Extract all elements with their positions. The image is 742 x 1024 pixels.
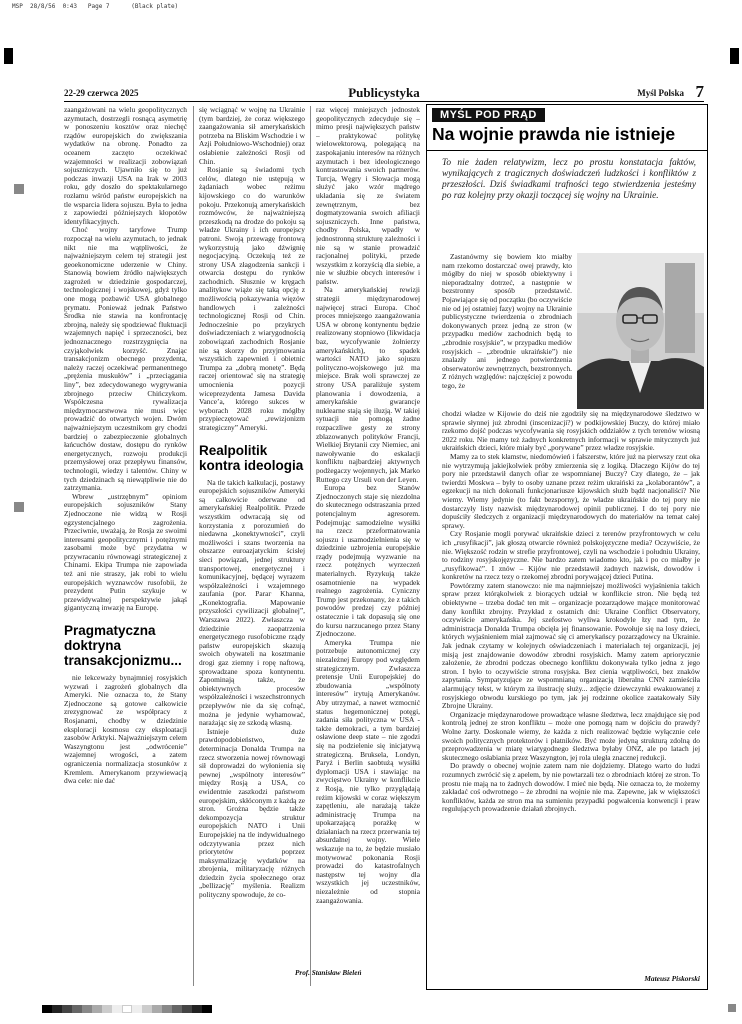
article1-paragraph: Istnieje duże prawdopodobieństwo, że determinacja Donalda Trumpa na rzecz stworzenia nowej równowagi sił doprowadzi do wyłonienia się pewnej „wspólnoty interesów” między Rosją a USA, co ewidentnie zaszkodzi państwom europejskim, skłóconym z każdą ze stron. Grożna będzie także dekompozycja struktur europejskich NATO i Unii Europejskiej na tle indywidualnego odczytywania przez nich priorytetów poprzez maksymalizację wydatków na zbrojenia, militaryzację różnych dziedzin życia społecznego oraz „bellizację” myślenia. Realizm polityczny spowoduje, że co- [199,726,305,900]
opinion-paragraph: Mamy za to stek kłamstw, niedomówień i fałszerstw, które już na pierwszy rzut oka nie wytrzymują jakiejkolwiek próby zmierzenia się z logiką. Dlaczego Kijów do tej pory nie przedstawił danych ofiar ze wspomnianej Buczy? Czy dlatego, że – jak twierdzi Moskwa – były to osoby uznane przez reżim ukraiński za „kolaborantów”, a egzekucji na nich dokonali funkcjonariusze kijowskich służb bądź nacjonaliści? Nie wiemy. Wiemy jedynie (to fakt bezsporny), że władze ukraińskie do tej pory nie dostarczyły listy nazwisk międzynarodowej opinii publicznej. I do tej pory nie dopuściły śledczych z organizacji międzynarodowych do materiałów na temat całej sprawy. [442,451,700,530]
author-portrait-image [577,253,704,409]
article1-paragraph: się wciągnąć w wojnę na Ukrainie (tym bardziej, że coraz większego zaangażowania sił amerykańskich potrzeba na Bliskim Wschodzie i w Azji Południowo-Wschodniej) oraz osłabienie zależności Rosji od Chin. [199,106,305,166]
opinion-paragraph: Zastanówmy się bowiem kto miałby nam rzekomo dostarczać owej prawdy, kto mógłby do niej w sposób obiektywny i nieporadzalny dotrzeć, a następnie w bezstronny sposób przedstawić. Pojawiające się od początku (bo oczywiście nie od jej ostatniej fazy) wojny na Ukrainie publicystyczne twierdzenia o zbrodniach dokonywanych przez jedną ze stron (w przypadku mediów zachodnich będą to „zbrodnie rosyjskie”, w przypadku mediów rosyjskich – „zbrodnie ukraińskie”) nie znalazły ani jednego potwierdzenia obserwatorów zewnętrznych, bezstronnych. Z różnych względów: najczęściej z powodu tego, że [442,253,572,390]
article1-paragraph: Choć wojny taryfowe Trump rozpoczął na wielu azymutach, to jednak nikt nie ma wątpliwości, że najważniejszym celem tej strategii jest geoekonomiczne uderzenie w Chiny. Stanowią bowiem źródło największych zagrożeń w dziedzinie gospodarczej, technologicznej i wojskowej, gdyż tylko one mogą pozbawić USA globalnego prymatu. Ponieważ jednak Państwo Środka nie stawia na konfrontację zbrojną, należy się spodziewać fluktuacji wzajemnych napięć i sprzeczności, bez jednoznacznego rozstrzygnięcia na czyjąkolwiek korzyść. Znając transakcjonizm obecnego prezydenta, należy raczej oczekiwać permanentnego „prężenia muskułów” i „przeciągania liny”, bez zdecydowanego wygrywania zbrojnego przeciw Chińczykom. Współczesna rywalizacja międzymocarstwowa nie musi więc prowadzić do otwartych wojen. Dwóm najważniejszym uczestnikom gry chodzi bardziej o zabezpieczenie globalnych łańcuchów dostaw, dostępu do rynków energetycznych, rozwoju produkcji przemysłowej oraz przepływu finansów, technologii, wiedzy i talentów. Chiny w tych dziedzinach są niewątpliwie nie do zatrzymania. [64,225,187,493]
opinion-paragraph: Powtórzmy zatem stanowczo: nie ma najmniejszej możliwości wyjaśnienia takich spraw przez którąkolwiek z biorących udział w konflikcie stron. Nie będą też obiektywne – trzeba dodać ten mit – organizacje pozarządowe mające monitorować dany konflikt zbrojny. Przykład z ostatnich dni: Ukraine Conflict Observatory, oczywiście amerykańska. Jej szefostwo wyliwa krokodyle łzy nad tym, że administracja Donalda Trumpa obcięła jej finansowanie. Powołuje się na losy dzieci, których wyjaśnieniem miał zajmować się ci amerykańscy pozarządowcy na Ukrainie. Jak jednak czytamy w kolejnych oświadczeniach i materiałach tej organizacji, jej misją jest znajdowanie dowodów zbrodni rosyjskich. Mamy zatem apriorycznie założenie, że zbrodni podczas obecnego konfliktu dokonywała tylko jedna z jego stron. I było to oczywiście strona rosyjska. Bez cienia wątpliwości, bez znaków zapytania. Sympatyzujące ze wspomnianą organizacją liberalna CNN zamieściła alarmujący tekst, w którym za ilustrację służy... zdjęcie dziewczynki ewakuowanej z rosyjskiego obwodu kurskiego po tym, jak jej rodzinne okolice zaatakowały Siły Zbrojne Ukrainy. [442,580,700,711]
opinion-paragraph: chodzi władze w Kijowie do dziś nie zgodziły się na międzynarodowe śledztwo w sprawie słynnej już zbrodni (inscenizacji?) w podkijowskiej Buczy, do której miało rzekomo dojść podczas wycofywania się rosyjskich oddziałów z tych terenów wiosną 2022 roku. Nie mamy też żadnych konkretnych informacji w sprawie mitycznych już ukraińskich dzieci, które miały być „porywane” przez władze rosyjskie. [442,410,700,453]
article1-column-2 [199,106,305,986]
opinion-kicker: MYŚL POD PRĄD [432,108,545,122]
opinion-author: Mateusz Piskorski [644,974,700,983]
registration-mark-left-mid [14,184,24,194]
article1-column-1 [64,106,187,986]
column-divider [193,106,194,986]
article1-subheading-2: Realpolitik kontra ideologia [199,442,304,473]
article1-author: Prof. Stanisław Bieleń [295,969,362,977]
column-divider [310,106,311,986]
page-header [64,82,704,102]
registration-mark-top-right [730,48,739,64]
article1-paragraph: raz więcej mniejszych jednostek geopolitycznych zdecyduje się – mimo presji największych państw – praktykować politykę wielowektorową, polegającą na zaspokajaniu interesów na różnych azymutach i bez ideologicznego kontrastowania swoich partnerów. Turcja, Węgry i Słowacja mogą służyć jako wzór mądrego układania się ze światem zewnętrznym, bez dogmatyzowania swoich afiliacji sojuszniczych. Inne państwa, chodby Polska, wpadły w jednostronną strukturę zależności i nie są w stanie prowadzić racjonalnej polityki, przede wszystkim z korzyścią dla siebie, a nie w służbie obcych interesów i państw. [316,106,420,286]
section-title: Publicystyka [348,85,420,100]
opinion-headline: Na wojnie prawda nie istnieje [432,124,676,144]
registration-mark-left-low [14,502,24,512]
article1-paragraph: nie lekceważy bynajmniej rosyjskich wyzwań i zagrożeń globalnych dla Ameryki. Nie oznacza to, że Stany Zjednoczone są gotowe całkowicie zrezygnować ze współpracy z Rosjanami, chodby w dziedzinie eksploracji kosmosu czy eksploatacji zasobów Arktyki. Najważniejszym celem Waszyngtonu jest „odwrócenie” wzajemnej wrogości, a zatem ograniczenia normalizacja stosunków z Kremlem. Amerykanom przywiewacją dwa cele: nie dać [64,673,187,786]
article1-paragraph: Ameryka Trumpa nie potrzebuje autonomicznej czy niezależnej Europy pod względem strategicznym. Zwłaszcza pretensje Unii Europejskiej do zbudowania „wspólnoty interesów” irytują Amerykanów. Aby utrzymać, a nawet wzmocnić status hegemonicznej potęgi, zadania siła polityczna w USA - także demokraci, a tym bardziej osławione deep state – nie zgodzi się na podzielenie się inicjatywą strategiczną. Bruksela, Londyn, Paryż i Berlin saobtużą wysiłki dyplomacji USA i stawiając na zwycięstwo Ukrainy w konflikcie z Rosją, nie tylko przyglądają reżim kijowski w coraz większym zapętleniu, ale narażają także administrację Trumpa na upokarzającą porażkę w działaniach na rzecz przerwania tej absurdalnej wojny. Wiele wskazuje na to, że będzie musiało motywować pokonania Rosji prowadzi do katastrofalnych następstw tej wojny dla wszystkich jej uczestników, niezależnie od stopnia zaangażowania. [316,637,420,905]
opinion-paragraph: Do prawdy o obecnej wojnie zatem nam nie dojdziemy. Dlatego warto do ludzi rozumnych zwrócić się z apelem, by nie powtarzali tez o zbrodniach której ze stron. To prostu nie mają na to żadnych dowodów. I mieć nie będą. Nie oznacza to, że możemy zakładać coś odwrotnego – że zbrodni na wojnie nie ma. Zapewne, jak w większości konfliktów, każda ze stron ma na sumieniu przypadki pogwałcenia konwencji i praw regulujących prowadzenie działań zbrojnych. [442,761,700,814]
page-number: 7 [695,82,704,101]
grayscale-calibration-strip [42,1005,212,1013]
article1-paragraph: Wbrew „ustrzębnym” opiniom europejskich sojuszników Stany Zjednoczone nie widzą w Rosji egzystencjalnego zagrożenia. Przeciwnie, uważają, że Rosja ze swoimi interesami geopolitycznymi i potężnymi zasobami może być przydatna w przywracaniu równowagi strategicznej z Chinami. Ekipa Trumpa nie zapowiada też ani nie straszy, jak robi to wielu europejskich wyznawców rusofobii, że prezydent Putin szykuje w przewidywalnej perspektywie jakąś gigantyczną inwazję na Europę. [64,491,187,613]
issue-date: 22-29 czerwca 2025 [64,88,139,98]
portrait-svg [577,253,704,409]
opinion-paragraph: Czy Rosjanie mogli porywać ukraińskie dzieci z terenów przyfrontowych w celu ich „rusyfikacji”, jak głoszą otwarcie również polskojęzyczne media? Oczywiście, że nie. Większość rodzin w strefie przyfrontowej, czyli na wschodzie i południu Ukrainy, to rodziny rosyjskojęzyczne. Nie bardzo zatem wiadomo kto, jak i po co miałby je „rusyfikować”. I znów – Kijów nie przedstawił żadnych nazwisk, dowodów i konkretów na rzecz tezy o rzekomej zbrodni porywającej dzieci Putina. [442,529,700,582]
headline-rule [426,150,708,151]
article1-paragraph: Na amerykańskiej rewizji strategii międzynarodowej najwięcej straci Europa. Choć proces mniejszego zaangażowania USA w obronę kontynentu będzie realizowany stopniowo (likwidacja baz, wycofywanie żołnierzy amerykańskich), to spadek wartości NATO jako sojuszu polityczno-wojskowego już ma miejsce. Brak woli sprawczej ze strony USA paraliżuje system planowania i dowodzenia, a amerykańskie gwarancje nuklearne stają się iluzją. W takiej sytuacji nie pomogą żadne rozpaczliwe gesty ze strony zblazowanych polityków Francji, Wielkiej Brytanii czy Niemiec, ani nawoływanie do eskalacji konfliktu najbardziej aktywnych podżegaczy wojennych, jak Marko Ruttego czy Ursuli von der Leyen. [316,285,420,484]
article1-paragraph: Europa bez Stanów Zjednoczonych staje się niezdolna do skutecznego odstraszania przed potencjalnym agresorem. Podejmując samodzielne wysiłki na rzecz przeformatowania sojuszu i usamodzielnienia się w dziedzinie uzbrojenia europejskie rządy podejmują wyzwanie na rzecz potężnych wyrzeczeń materialnych. Ryzykują także osamotnienie na wypadek realnego zagrożenia. Cyniczny Trump jest przekonany, że z takich powodów predzej czy później ostatecznie i tak dopasują się one do kursu narzucanego przez Stany Zjednoczone. [316,483,420,639]
article1-column-3 [316,106,420,966]
article1-subheading-1: Pragmatyczna doktryna transakcjonizmu... [64,623,182,669]
registration-mark-top-left [4,48,13,64]
paper-name: Myśl Polska [637,88,684,98]
article1-paragraph: zaangażowani na wielu geopolitycznych azymutach, dostrzegli rosnącą asymetrię w ponoszeniu kosztów oraz niechęć rządów europejskich do zwiększania wydatków na obronę. Ponadto za oceanem zaczęto oczekiwać wzajemności w realizacji zobowiązań sojuszniczych. Ujawniło się to już podczas inwazji USA na Irak w 2003 roku, gdy doszło do spektakularnego rozłamu wśród państw europejskich na tle wsparcia lidera sojuszu. Była to jedna z zapowiedzi późniejszych kłopotów identyfikacyjnych. [64,106,187,226]
opinion-lead: To nie żaden relatywizm, lecz po prostu konstatacja faktów, wynikających z tragicznych doświadczeń ludzkości i konfliktów z przeszłości. Dziś świadkami trafności tego stwierdzenia jesteśmy po raz kolejny przy okazji toczącej się wojny na Ukrainie. [442,158,696,202]
opinion-paragraph: Organizacje międzynarodowe prowadzące własne śledztwa, lecz znajdujące się pod kontrolą jednej ze stron konfliktu – może one pomogą nam w dojściu do prawdy? Wolne żarty. Doskonale wiemy, że każda z nich realizować będzie wyłącznie cele swoich politycznych protektorów i płatników. Być może jedyną strukturą zdolną do przeprowadzenia w miarę wiarygodnego śledztwa byłaby ONZ, ale po latach jej skutecznego osłabiania przez Waszyngton, jej rola uległa znacznej redukcji. [442,709,700,762]
article1-paragraph: Na tle takich kalkulacji, postawy europejskich sojuszników Ameryki są całkowicie oderwane od amerykańskiej Realpolitik. Przede wszystkim odwracają się od korzystania z porozumień do niedawna „konektywności”, czyli możliwości i szans tworzenia na obszarze euroazjatyckim ścisłej sieci powiązań, jednej struktury transportowej, energetycznej i komunikacyjnej, będącej wyrazem współzależności i wzajemnego zaufania (por. Paraг Khanna, „Konektografia. Mapowanie przyszłości cywilizacji globalnej”, Warszawa 2022). Zwłaszcza w dziedzinie zaopatrzenia energetycznego rusofobiczne rządy państw europejskich skazują swoich obywateli na kosztmanie drogi gaz ziemny i ropę naftową, sprowadzane spoza kontynentu. Zapominają także, że obiektywnych procesów współzależności i wszechstronnych przepływów nie da się cofnąć, można je jedynie wyhamować, narażając się ze szkodą własną. [199,477,305,728]
opinion-body-narrow [442,253,572,409]
registration-mark-right-low [728,1004,736,1012]
print-slug: MSP 28/8/56 0:43 Page 7 (Black plate) [12,3,179,10]
article1-paragraph: Rosjanie są świadomi tych celów, dlatego nie ustępują w żądaniach wobec reżimu kijowskiego co do warunków pokoju. Przekonują amerykańskich rozmówców, że najważniejszą przeszkodą na drodze do pokoju są władze Ukrainy i ich europejscy patroni. Swoją przewagę frontową wykorzystują jako dźwignię negocjacyjną. Oczekują też ze strony USA złagodzenia sankcji i otwarcia dostępu do rynków zachodnich. Słusznie w kręgach analitykow wiąże się taką opcję z możliwością pokazywania więzów handlowych i zależności technologicznej Rosji od Chin. Jednocześnie po przykrych doświadczeniach z wiarygodnością zobowiązań zachodnich Rosjanie nie są skorzy do przyjmowania wszystkich zapewnień i obietnic Trumpa za „dobrą monetę”. Będą raczej orientować się na strategię umocnienia pozycji wiceprezydenta Jamesa Davida Vance’a, którego sukces w wyborach 2028 roku mógłby przypieczętować „rewizjonizm strategiczny” Ameryki. [199,165,305,432]
opinion-body-wide [442,410,700,970]
